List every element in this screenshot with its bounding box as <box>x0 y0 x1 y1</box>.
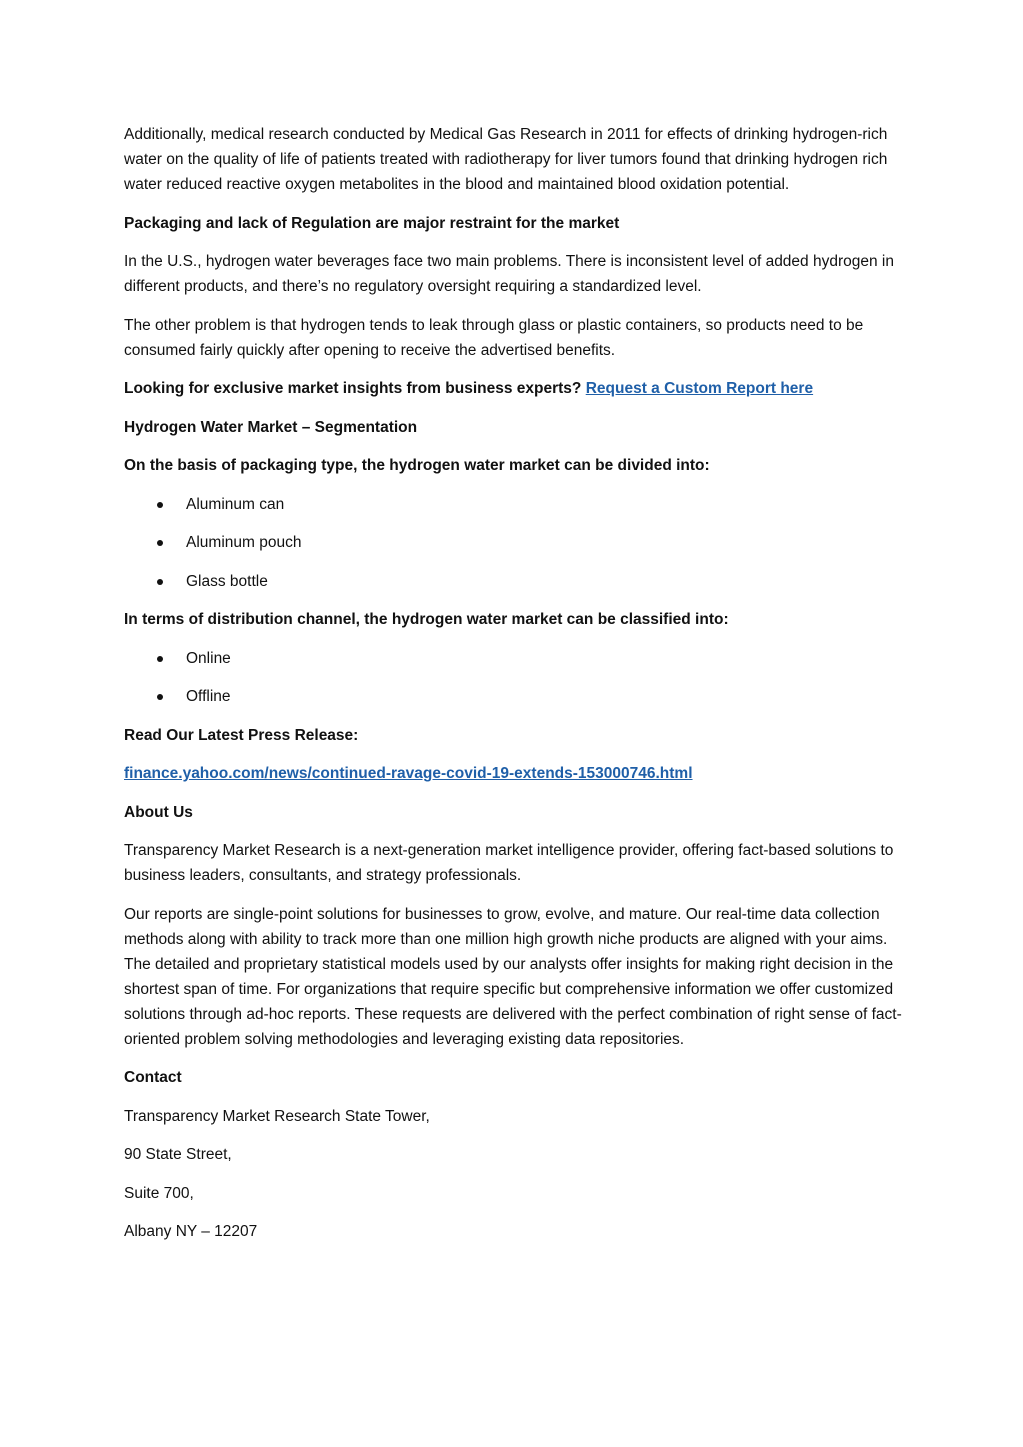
heading-contact: Contact <box>124 1069 182 1086</box>
paragraph-about-1: Transparency Market Research is a next-generation market intelligence provider, offering fact-based solutions to business leaders, consultants, and strategy professionals. <box>124 842 894 884</box>
list-item <box>124 530 902 555</box>
packaging-list <box>124 492 902 594</box>
distribution-list <box>124 646 902 710</box>
heading-packaging-type: On the basis of packaging type, the hydrogen water market can be divided into: <box>124 457 710 474</box>
press-release-link[interactable]: finance.yahoo.com/news/continued-ravage-covid-19-extends-153000746.html <box>124 765 693 782</box>
heading-distribution-channel: In terms of distribution channel, the hydrogen water market can be classified into: <box>124 611 729 628</box>
cta-line <box>124 376 902 401</box>
list-item-label: Aluminum pouch <box>186 534 302 551</box>
cta-prompt: Looking for exclusive market insights from business experts? <box>124 380 582 397</box>
paragraph-us-problems: In the U.S., hydrogen water beverages face two main problems. There is inconsistent level of added hydrogen in different products, and there’s no regulatory oversight requiring a standardized level. <box>124 253 894 295</box>
list-item-label: Aluminum can <box>186 495 285 513</box>
heading-segmentation: Hydrogen Water Market – Segmentation <box>124 418 418 436</box>
bullet-icon <box>157 694 163 700</box>
list-item-label: Online <box>186 649 231 667</box>
document-page <box>124 122 902 1258</box>
list-item-label: Offline <box>186 688 231 705</box>
paragraph-research: Additionally, medical research conducted by Medical Gas Research in 2011 for effects of drinking hydrogen-rich water on the quality of life of patients treated with radiotherapy for liver tumors found that drinking hydrogen rich water reduced reactive oxygen metabolites in the blood and maintained blood oxidation potential. <box>124 126 888 193</box>
contact-line: Suite 700, <box>124 1184 194 1202</box>
heading-about-us: About Us <box>124 803 193 821</box>
paragraph-about-2: Our reports are single-point solutions for businesses to grow, evolve, and mature. Our real-time data collection methods along with ability to track more than one million high growth niche products are aligned with your aims. The detailed and proprietary statistical models used by our analysts offer insights for making right decision in the shortest span of time. For organizations that require specific but comprehensive information we offer customized solutions through ad-hoc reports. These requests are delivered with the perfect combination of right sense of fact-oriented problem solving methodologies and leveraging existing data repositories. <box>124 905 902 1048</box>
contact-line: Transparency Market Research State Tower, <box>124 1107 430 1125</box>
heading-restraint: Packaging and lack of Regulation are major restraint for the market <box>124 214 620 232</box>
paragraph-other-problem: The other problem is that hydrogen tends to leak through glass or plastic containers, so products need to be consumed fairly quickly after opening to receive the advertised benefits. <box>124 316 864 359</box>
bullet-icon <box>157 579 163 585</box>
list-item <box>124 492 902 517</box>
bullet-icon <box>157 540 163 546</box>
contact-line: 90 State Street, <box>124 1146 232 1163</box>
list-item <box>124 646 902 671</box>
list-item <box>124 569 902 594</box>
contact-line: Albany NY – 12207 <box>124 1223 258 1240</box>
request-custom-report-link[interactable]: Request a Custom Report here <box>585 380 814 397</box>
press-release-line <box>124 761 902 786</box>
bullet-icon <box>157 656 163 662</box>
heading-press-release: Read Our Latest Press Release: <box>124 726 359 744</box>
list-item <box>124 684 902 709</box>
bullet-icon <box>157 502 163 508</box>
list-item-label: Glass bottle <box>186 572 268 590</box>
